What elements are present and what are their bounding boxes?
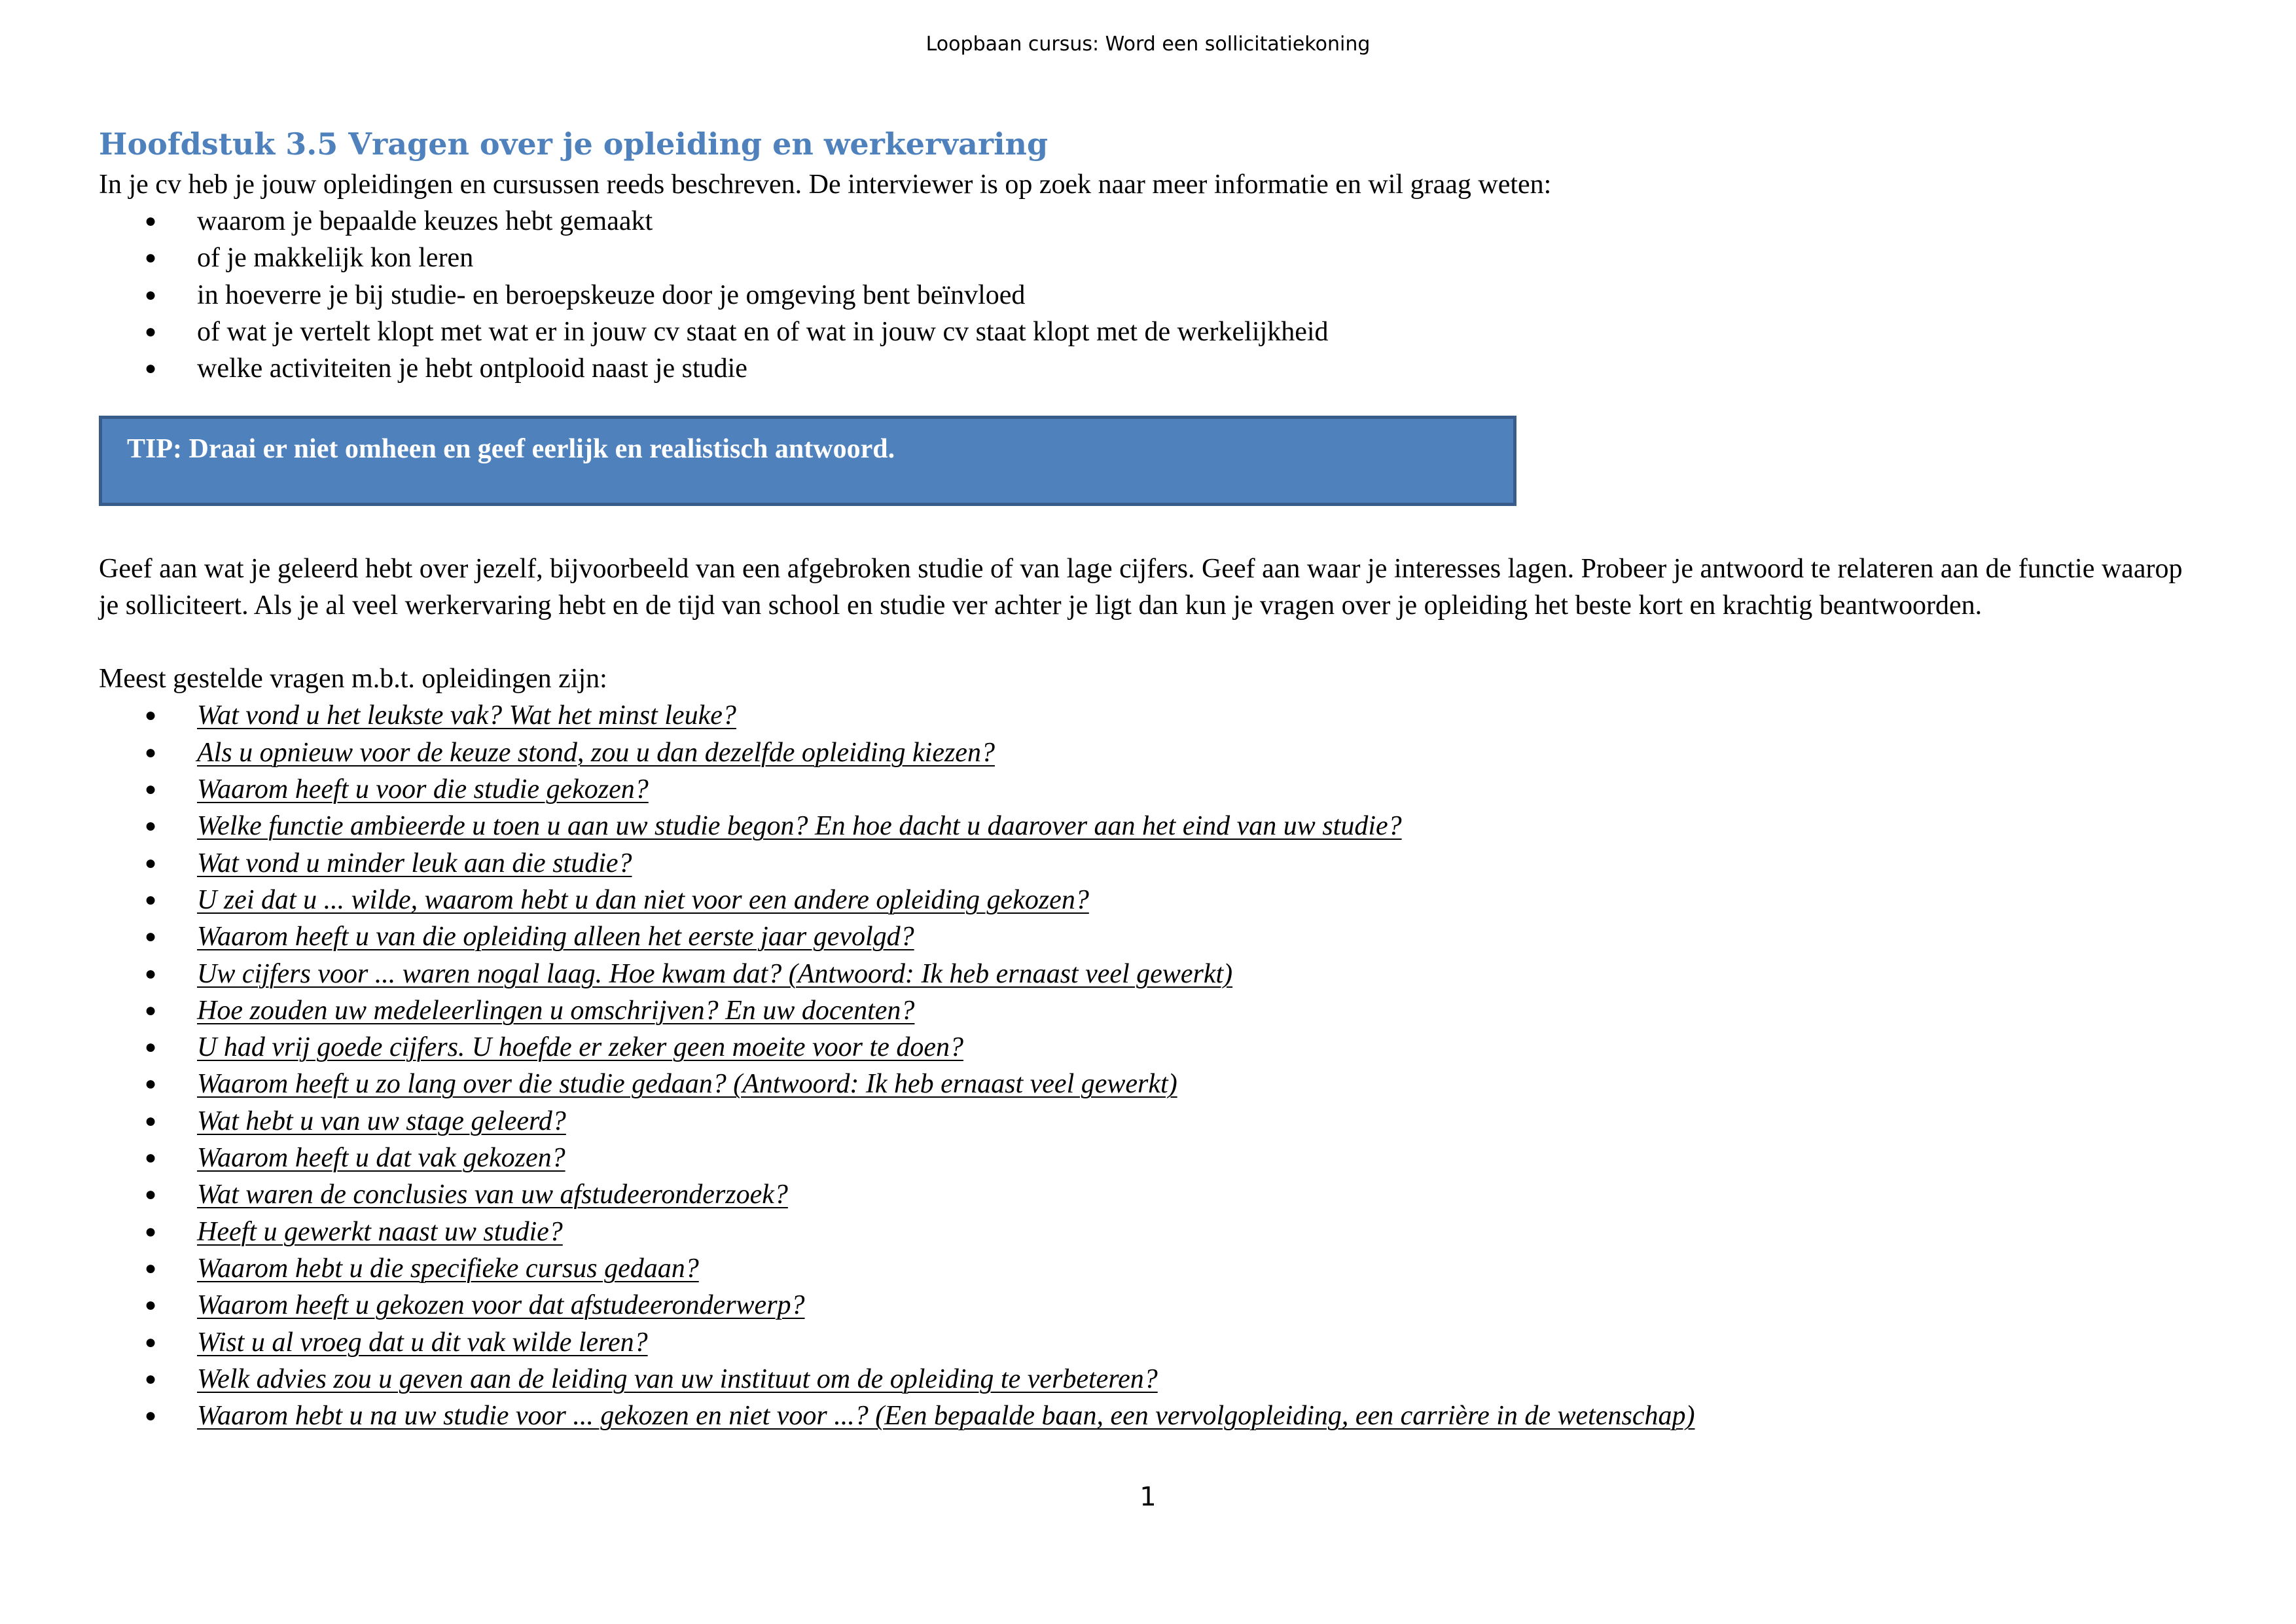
question-item: ● Hoe zouden uw medeleerlingen u omschrijven? En uw docenten?	[99, 992, 2200, 1029]
bullet-icon: ●	[145, 1183, 157, 1206]
list-item: ● waarom je bepaalde keuzes hebt gemaakt	[99, 203, 2200, 240]
bullet-icon: ●	[145, 704, 157, 727]
question-item: ● Welk advies zou u geven aan de leiding van uw instituut om de opleiding te verbeteren?	[99, 1361, 2200, 1398]
list-item: ● of wat je vertelt klopt met wat er in jouw cv staat en of wat in jouw cv staat klopt met de werkelijkheid	[99, 314, 2200, 350]
bullet-icon: ●	[145, 962, 157, 984]
question-item: ● Waarom heeft u dat vak gekozen?	[99, 1140, 2200, 1176]
bullet-icon: ●	[145, 247, 157, 269]
body-paragraph: Geef aan wat je geleerd hebt over jezelf, bijvoorbeeld van een afgebroken studie of van lage cijfers. Geef aan waar je interesses lagen. Probeer je antwoord te relateren aan de functie waarop je solliciteert. Als je al veel werkervaring hebt en de tijd van school en studie ver achter je ligt dan kun je vragen over je opleiding het beste kort en krachtig beantwoorden.	[99, 554, 2183, 621]
bullet-icon: ●	[145, 852, 157, 874]
bullet-icon: ●	[145, 1147, 157, 1169]
question-item: ● Wat hebt u van uw stage geleerd?	[99, 1103, 2200, 1140]
bullet-icon: ●	[145, 815, 157, 837]
question-item: ● Welke functie ambieerde u toen u aan uw studie begon? En hoe dacht u daarover aan het eind van uw studie?	[99, 808, 2200, 844]
question-item: ● Waarom heeft u zo lang over die studie gedaan? (Antwoord: Ik heb ernaast veel gewerkt)	[99, 1066, 2200, 1102]
bullet-icon: ●	[145, 320, 157, 342]
questions-intro: Meest gestelde vragen m.b.t. opleidingen zijn:	[99, 664, 607, 695]
question-item: ● Uw cijfers voor ... waren nogal laag. Hoe kwam dat? (Antwoord: Ik heb ernaast veel gewerkt)	[99, 956, 2200, 992]
chapter-title: Hoofdstuk 3.5 Vragen over je opleiding en werkervaring	[99, 126, 1049, 162]
question-item: ● Waarom hebt u die specifieke cursus gedaan?	[99, 1250, 2200, 1287]
list-item: ● welke activiteiten je hebt ontplooid naast je studie	[99, 350, 2200, 387]
question-item: ● Wat vond u het leukste vak? Wat het minst leuke?	[99, 697, 2200, 734]
question-item: ● Wat vond u minder leuk aan die studie?	[99, 845, 2200, 882]
question-item: ● Wist u al vroeg dat u dit vak wilde leren?	[99, 1324, 2200, 1361]
page-content	[99, 124, 2200, 1434]
bullet-icon: ●	[145, 1405, 157, 1427]
tip-text: TIP: Draai er niet omheen en geef eerlijk en realistisch antwoord.	[127, 434, 895, 465]
question-item: ● Wat waren de conclusies van uw afstudeeronderzoek?	[99, 1176, 2200, 1213]
bullet-icon: ●	[145, 888, 157, 911]
question-item: ● Waarom heeft u gekozen voor dat afstudeeronderwerp?	[99, 1287, 2200, 1324]
list-item: ● of je makkelijk kon leren	[99, 240, 2200, 276]
intro-bullet-list	[99, 203, 2200, 387]
bullet-icon: ●	[145, 1073, 157, 1095]
bullet-icon: ●	[145, 741, 157, 763]
bullet-icon: ●	[145, 1331, 157, 1353]
question-item: ● Heeft u gewerkt naast uw studie?	[99, 1214, 2200, 1250]
bullet-icon: ●	[145, 1294, 157, 1316]
question-item: ● Als u opnieuw voor de keuze stond, zou u dan dezelfde opleiding kiezen?	[99, 734, 2200, 771]
bullet-icon: ●	[145, 1367, 157, 1390]
bullet-icon: ●	[145, 210, 157, 232]
list-item: ● in hoeverre je bij studie- en beroepskeuze door je omgeving bent beïnvloed	[99, 277, 2200, 314]
intro-paragraph: In je cv heb je jouw opleidingen en cursussen reeds beschreven. De interviewer is op zoek naar meer informatie en wil graag weten:	[99, 170, 1552, 200]
running-header: Loopbaan cursus: Word een sollicitatiekoning	[925, 33, 1371, 56]
bullet-icon: ●	[145, 1220, 157, 1242]
bullet-icon: ●	[145, 999, 157, 1021]
bullet-icon: ●	[145, 1257, 157, 1279]
bullet-icon: ●	[145, 357, 157, 380]
question-item: ● Waarom hebt u na uw studie voor ... gekozen en niet voor ...? (Een bepaalde baan, een vervolgopleiding, een carrière in de wetenschap)	[99, 1398, 2200, 1434]
page-number: 1	[1139, 1482, 1157, 1512]
question-item: ● Waarom heeft u van die opleiding alleen het eerste jaar gevolgd?	[99, 918, 2200, 955]
question-item: ● U had vrij goede cijfers. U hoefde er zeker geen moeite voor te doen?	[99, 1029, 2200, 1066]
question-item: ● Waarom heeft u voor die studie gekozen?	[99, 771, 2200, 808]
questions-list	[99, 697, 2200, 1434]
bullet-icon: ●	[145, 1110, 157, 1132]
tip-box	[99, 416, 1516, 506]
bullet-icon: ●	[145, 926, 157, 948]
bullet-icon: ●	[145, 778, 157, 801]
bullet-icon: ●	[145, 1036, 157, 1058]
bullet-icon: ●	[145, 283, 157, 306]
question-item: ● U zei dat u ... wilde, waarom hebt u dan niet voor een andere opleiding gekozen?	[99, 882, 2200, 918]
